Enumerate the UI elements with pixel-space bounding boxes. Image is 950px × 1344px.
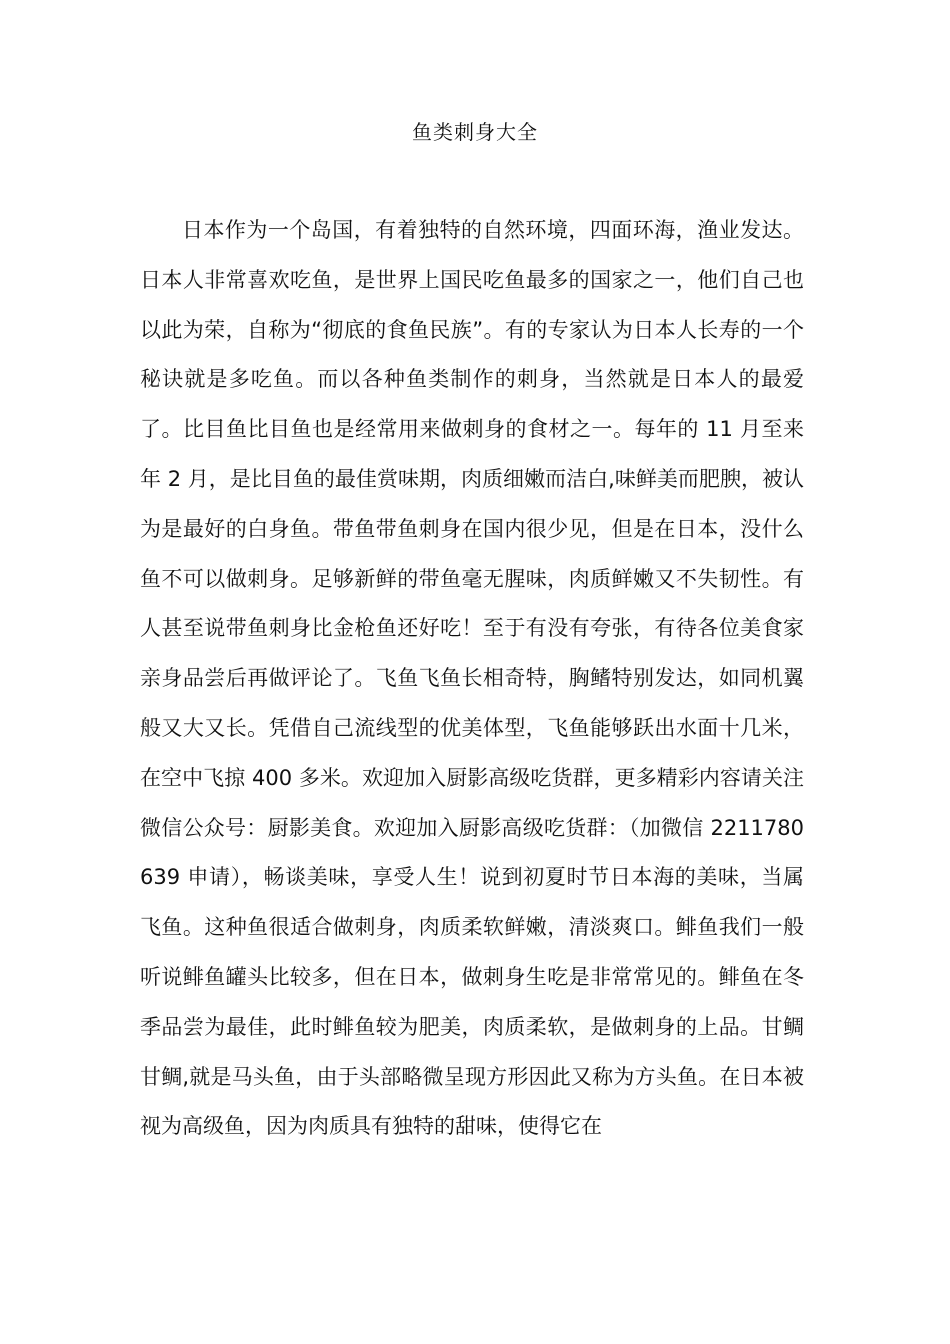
document-title: 鱼类刺身大全 <box>412 120 538 144</box>
document-body-paragraph: 日本作为一个岛国，有着独特的自然环境，四面环海，渔业发达。日本人非常喜欢吃鱼，是世界上国民吃鱼最多的国家之一，他们自己也以此为荣，自称为“彻底的食鱼民族”。有的专家认为日本人长寿的一个秘诀就是多吃鱼。而以各种鱼类制作的刺身，当然就是日本人的最爱了。比目鱼比目鱼也是经常用来做刺身的食材之一。每年的 11 月至来年 2 月，是比目鱼的最佳赏味期，肉质细嫩而洁白,味鲜美而肥腴，被认为是最好的白身鱼。带鱼带鱼刺身在国内很少见，但是在日本，没什么鱼不可以做刺身。足够新鲜的带鱼毫无腥味，肉质鲜嫩又不失韧性。有人甚至说带鱼刺身比金枪鱼还好吃！至于有没有夸张，有待各位美食家亲身品尝后再做评论了。飞鱼飞鱼长相奇特，胸鳍特别发达，如同机翼般又大又长。凭借自己流线型的优美体型，飞鱼能够跃出水面十几米，在空中飞掠 400 多米。欢迎加入厨影高级吃货群，更多精彩内容请关注微信公众号：厨影美食。欢迎加入厨影高级吃货群：（加微信 2211780639 申请），畅谈美味，享受人生！说到初夏时节日本海的美味，当属飞鱼。这种鱼很适合做刺身，肉质柔软鲜嫩，清淡爽口。鲱鱼我们一般听说鲱鱼罐头比较多，但在日本，做刺身生吃是非常常见的。鲱鱼在冬季品尝为最佳，此时鲱鱼较为肥美，肉质柔软，是做刺身的上品。甘鲷甘鲷,就是马头鱼，由于头部略微呈现方形因此又称为方头鱼。在日本被视为高级鱼，因为肉质具有独特的甜味，使得它在 <box>140 218 804 1139</box>
